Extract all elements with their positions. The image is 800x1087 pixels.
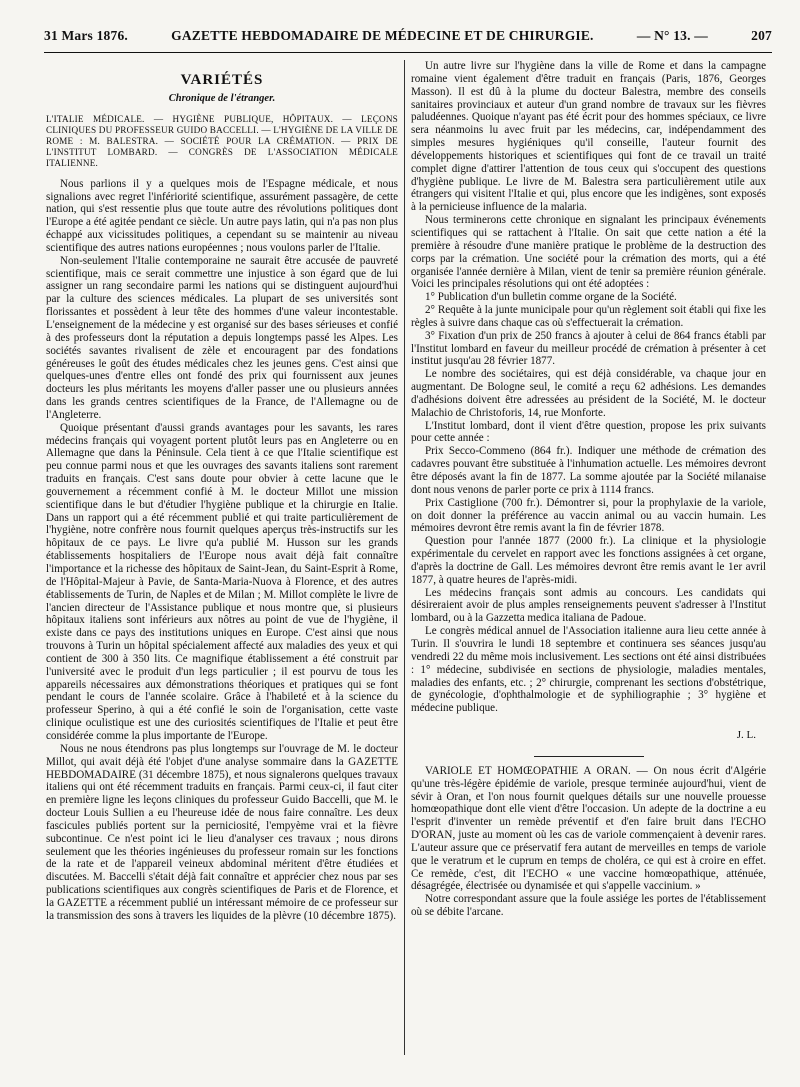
running-head: [44, 28, 772, 48]
resolution-item: 1° Publication d'un bulletin comme organe de la Société.: [425, 291, 677, 304]
variole-article-end: Notre correspondant assure que la foule assiége les portes de l'établissement où se débite l'arcane.: [411, 893, 766, 919]
section-summary: L'ITALIE MÉDICALE. — HYGIÈNE PUBLIQUE, HÔPITAUX. — LEÇONS CLINIQUES DU PROFESSEUR GUIDO BACCELLI. — L'HYGIÈNE DE LA VILLE DE ROME : M. BALESTRA. — SOCIÉTÉ POUR LA CRÉMATION. — PRIX DE L'INSTITUT LOMBARD. — CONGRÈS DE L'ASSOCIATION MÉDICALE ITALIENNE.: [46, 113, 398, 168]
section-title: VARIÉTÉS: [180, 72, 264, 88]
prize-item: Question pour l'année 1877 (2000 fr.). La clinique et la physiologie expérimentale du cervelet en rapport avec les fonctions assignées à cet organe, d'après la doctrine de Gall. Les mémoires devront être remis avant le 1er avril 1877, à quatre heures de l'après-midi.: [411, 535, 766, 586]
paragraph: Un autre livre sur l'hygiène dans la ville de Rome et dans la campagne romaine vient également d'être traduit en français (Paris, 1876, Georges Masson). Il est dû à la plume du docteur Balestra, membre des conseils sanitaires provinciaux et auteur d'un grand nombre de travaux sur les fièvres paludéennes. Quoique n'ayant pas été écrit pour des hommes spéciaux, ce livre sera néanmoins lu avec fruit par les médecins, car, indépendamment des simples mesures hygiéniques qu'il conseille, l'auteur fournit des développements historiques et scientifiques qui font de ce travail un traité complet digne d'attirer l'attention de tous ceux qui s'occupent des questions d'hygiène publique. Le livre de M. Balestra sera particulièrement utile aux étrangers qui visitent l'Italie et qui, plus encore que les indigènes, sont exposés à la pernicieuse influence de la malaria.: [411, 60, 766, 214]
left-column: [46, 60, 398, 923]
author-signature: J. L.: [736, 729, 756, 742]
section-subtitle: Chronique de l'étranger.: [168, 92, 276, 104]
journal-title: GAZETTE HEBDOMADAIRE DE MÉDECINE ET DE CHIRURGIE.: [171, 28, 594, 43]
paragraph: Nous ne nous étendrons pas plus longtemps sur l'ouvrage de M. le docteur Millot, qui avait déjà été l'objet d'une analyse sommaire dans la GAZETTE HEBDOMADAIRE (31 décembre 1875), et nous signalerons quelques travaux italiens qui ont été récemment traduits en français. Parmi ceux-ci, il faut citer en première ligne les leçons cliniques du professeur Guido Baccelli, que M. le docteur Louis Sullien a eu l'heureuse idée de nous faire connaître. Les deux fascicules publiés portent sur la perniciosité, l'empyème vrai et la fièvre subcontinue. Ce n'est point ici le lieu d'analyser ces travaux ; nous dirons seulement que les théories ingénieuses du professeur romain sur les fonctions de la rate et de l'appareil veineux abdominal méritent d'être étudiées et discutées. M. Baccelli s'était déjà fait connaître et apprécier chez nous par ses publications scientifiques aux congrès scientifiques de Paris et de Florence, et la GAZETTE a récemment publié un intéressant mémoire de ce professeur sur la transmission des sons à travers les liquides de la plèvre (10 décembre 1875).: [46, 742, 398, 922]
prize-item: Prix Castiglione (700 fr.). Démontrer si, pour la prophylaxie de la variole, on doit donner la préférence au vaccin animal ou au vaccin humain. Les mémoires devront être remis avant la fin de février 1878.: [411, 496, 766, 535]
right-column: [411, 60, 766, 919]
paragraph: L'Institut lombard, dont il vient d'être question, propose les prix suivants pour cette année :: [411, 419, 766, 445]
column-divider: [404, 60, 405, 1055]
page-number: 207: [751, 28, 772, 43]
paragraph: Nous terminerons cette chronique en signalant les principaux événements scientifiques qui se rattachent à l'Italie. On sait que cette nation a été la première à résoudre d'une manière pratique le problème de la destruction des corps par la crémation. Une société pour la crémation des morts, qui a été organisée l'année dernière à Milan, vient de tenir sa première réunion générale. Voici les principales résolutions qui ont été adoptées :: [411, 214, 766, 291]
paragraph: Les médecins français sont admis au concours. Les candidats qui désireraient avoir de plus amples renseignements peuvent s'adresser à l'Institut lombard, ou à la Gazzetta medica italiana de Padoue.: [411, 586, 766, 625]
section-separator: [534, 756, 644, 757]
issue-number: — N° 13. —: [636, 28, 708, 43]
paragraph: Quoique présentant d'aussi grands avantages pour les savants, les rares médecins français qui voyagent portent plutôt leurs pas en Angleterre ou en Allemagne que dans la Péninsule. Cela tient à ce que l'Italie scientifique est peu connue parmi nous et que les ouvrages des savants italiens sont rarement traduits en français. C'est sans doute pour obvier à cette lacune que le gouvernement a récemment confié à M. le docteur Millot une mission scientifique dans le but d'étudier l'hygiène publique et la chirurgie en Italie. Dans un rapport qui a été récemment publié et qui traite particulièrement de l'hygiène, notre confrère nous fournit quelques aperçus très-instructifs sur les hôpitaux de ce pays. Le livre qu'a publié M. Husson sur les grands établissements hospitaliers de l'Europe nous avait déjà fait connaître l'importance et la richesse des hôpitaux de Saint-Jean, du Saint-Esprit à Rome, de l'Hôpital-Majeur à Pavie, de Santa-Maria-Nuova à Florence, et des autres établissements de Turin, de Naples et de Milan ; M. Millot complète le livre de l'ancien directeur de l'Assistance publique et nous montre que, si plusieurs hôpitaux italiens sont inférieurs aux nôtres au point de vue de l'hygiène, il existe dans ce pays des institutions uniques en Europe. C'est ainsi que nous trouvons à Turin un hôpital spécialement affecté aux maladies des yeux et qui contient de 300 à 350 lits. Ce magnifique établissement a été construit par l'université avec le produit d'un legs particulier ; il est pourvu de tous les appareils nécessaires aux démonstrations théoriques et pratiques qui se font pendant le cours de l'année scolaire. Grâce à l'habileté et à la science du professeur Sperino, à qui a été confié le soin de l'organisation, cette vaste clinique oculistique est une des curiosités scientifiques de l'Italie et peut être considérée comme la plus importante de l'Europe.: [46, 421, 398, 742]
paragraph: Nous parlions il y a quelques mois de l'Espagne médicale, et nous signalions avec regret l'infériorité scientifique, assurément passagère, de cette nation, qui s'est ressentie plus que toute autre des révolutions politiques dont l'Europe a été agitée pendant ce siècle. Un autre pays latin, qui n'a pas non plus échappé aux vicissitudes politiques, a cependant su se maintenir au niveau scientifique des autres nations européennes ; nous voulons parler de l'Italie.: [46, 177, 398, 254]
paragraph: Le nombre des sociétaires, qui est déjà considérable, va chaque jour en augmentant. De Bologne seul, le comité a reçu 62 adhésions. Les demandes d'adhésions doivent être adressées au président de la Société, M. le docteur Malachio de Christoforis, 14, rue Monforte.: [411, 368, 766, 419]
resolution-item: 2° Requête à la junte municipale pour qu'un règlement soit établi qui fixe les règles à suivre dans chaque cas où s'effectuerait la crémation.: [411, 304, 766, 329]
header-rule: [44, 52, 772, 53]
issue-date: 31 Mars 1876.: [44, 28, 128, 43]
variole-article: VARIOLE ET HOMŒOPATHIE A ORAN. — On nous écrit d'Algérie qu'une très-légère épidémie de variole, presque terminée aujourd'hui, vient de sévir à Oran, et l'on nous fournit quelques détails sur une nouvelle prouesse homœopathique dont elle vient d'être l'occasion. Un adepte de la doctrine a eu l'esprit d'inventer un remède préventif et d'en faire bruit dans l'ECHO D'ORAN, juste au moment où les cas de variole commençaient à devenir rares. L'auteur assure que ce préservatif fera autant de merveilles en temps de variole que le veratrum et le cuprum en temps de choléra, ce qui est à croire en effet. Ce remède, c'est, dit l'ECHO « une vaccine homœopathique, atténuée, désagrégée, électrisée ou dynamisée et qui s'appelle vaccinium. »: [411, 764, 766, 893]
resolution-item: 3° Fixation d'un prix de 250 francs à ajouter à celui de 864 francs établi par l'Institut lombard en faveur du meilleur procédé de crémation à présenter à cet institut jusqu'au 28 février 1877.: [411, 329, 766, 368]
paragraph: Non-seulement l'Italie contemporaine ne saurait être accusée de pauvreté scientifique, mais ce serait commettre une injustice à son égard que de lui assigner un rang secondaire parmi les nations qui se distinguent aujourd'hui par la culture des sciences médicales. La plupart de ses universités sont florissantes et possèdent à leur tête des hommes d'une valeur incontestable. L'enseignement de la médecine y est organisé sur des bases sérieuses et confié à des professeurs dont la réputation a depuis longtemps passé les Alpes. Les sociétés savantes rivalisent de zèle et encouragent par des fondations généreuses le goût des études médicales chez les jeunes gens. C'est ainsi que quelques-unes d'entre elles ont fondé des prix qui fournissent aux jeunes docteurs les plus méritants les moyens d'aller passer une ou plusieurs années dans les grands centres scientifiques de la France, de l'Allemagne ou de l'Angleterre.: [46, 254, 398, 421]
paragraph: Le congrès médical annuel de l'Association italienne aura lieu cette année à Turin. Il s'ouvrira le lundi 18 septembre et continuera ses séances jusqu'au vendredi 22 du même mois inclusivement. Les sections ont été ainsi distribuées : 1° médecine, subdivisée en sections de physiologie, maladies mentales, maladies des enfants, etc. ; 2° chirurgie, comprenant les sections d'obstétrique, de gynécologie, d'ophthalmologie et de syphiliographie ; 3° hygiène et médecine publique.: [411, 625, 766, 715]
prize-item: Prix Secco-Commeno (864 fr.). Indiquer une méthode de crémation des cadavres pouvant être substituée à l'inhumation actuelle. Les mémoires devront être déposés avant la fin de 1877. La somme ajoutée par la Société milanaise dont nous venons de parler porte ce prix à 1114 francs.: [411, 445, 766, 496]
